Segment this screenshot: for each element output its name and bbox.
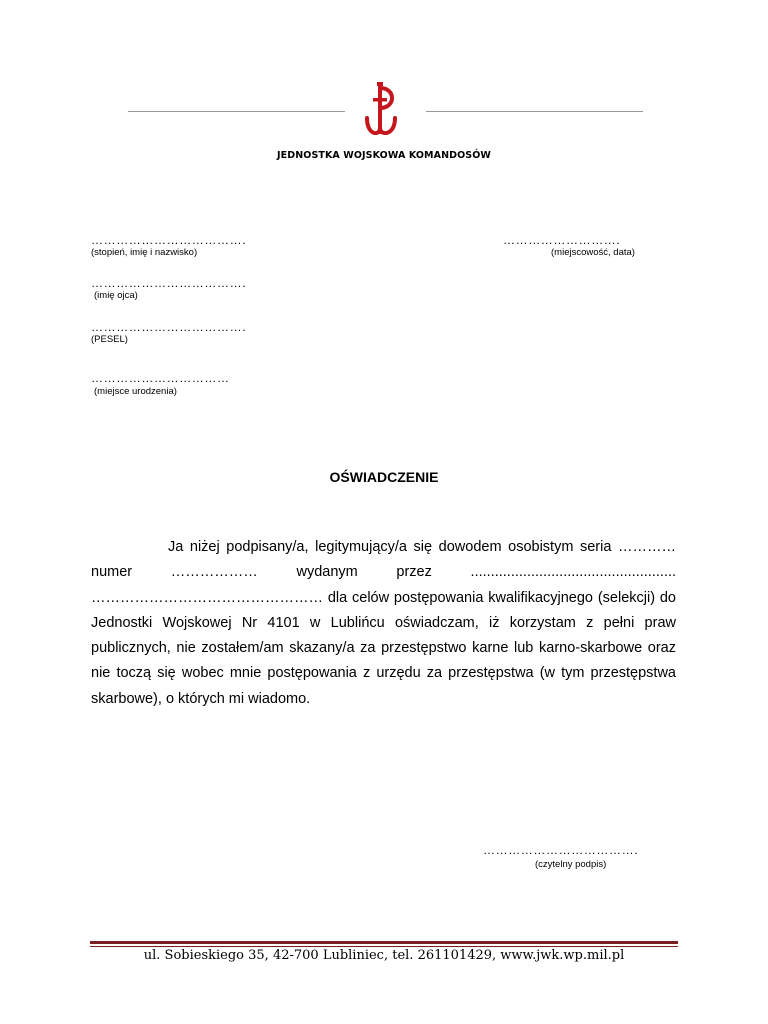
father-dots: ……………………………….: [91, 276, 247, 290]
document-title: OŚWIADCZENIE: [329, 469, 439, 485]
footer-divider-thin: [90, 946, 678, 947]
father-caption: (imię ojca): [94, 290, 138, 301]
statement-body: [91, 535, 676, 712]
name-dots: ……………………………….: [91, 233, 247, 247]
name-caption: (stopień, imię i nazwisko): [91, 247, 198, 258]
signature-caption: (czytelny podpis): [535, 859, 607, 870]
signature-dots: ……………………………….: [483, 843, 639, 857]
birthplace-dots: ……………………………: [91, 371, 230, 385]
place-date-dots: ……………………….: [503, 233, 621, 247]
header-line-right: [426, 111, 643, 112]
footer-address: ul. Sobieskiego 35, 42-700 Lubliniec, tel. 261101429, www.jwk.wp.mil.pl: [143, 948, 625, 963]
footer-divider-thick: [90, 941, 678, 944]
unit-name: JEDNOSTKA WOJSKOWA KOMANDOSÓW: [277, 150, 491, 161]
header-line-left: [128, 111, 345, 112]
place-date-caption: (miejscowość, data): [551, 247, 635, 258]
statement-paragraph: Ja niżej podpisany/a, legitymujący/a się dowodem osobistym seria ………… numer ……………… wydanym przez ................................................... ………………………………………… dla celów postępowania kwalifikacyjnego (selekcji) do Jednostki Wojskowej Nr 4101 w Lublińcu oświadczam, iż korzystam z pełni praw publicznych, nie zostałem/am skazany/a za przestępstwo karne lub karno-skarbowe oraz nie toczą się wobec mnie postępowania z urzędu za przestępstwa (w tym przestępstwa skarbowe), o których mi wiadomo.: [91, 539, 676, 707]
pesel-dots: ……………………………….: [91, 320, 247, 334]
anchor-emblem-icon: [362, 80, 406, 138]
birthplace-caption: (miejsce urodzenia): [94, 386, 177, 397]
pesel-caption: (PESEL): [91, 334, 128, 345]
